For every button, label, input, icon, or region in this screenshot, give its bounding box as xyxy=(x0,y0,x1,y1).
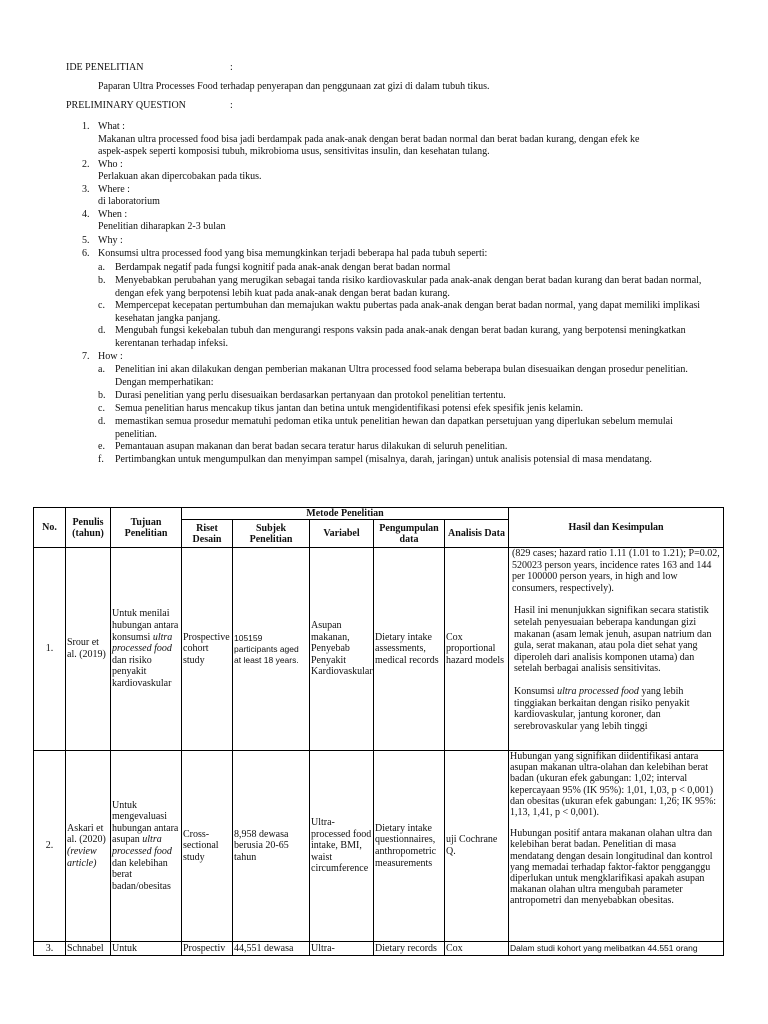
hasil-text: yang lebih tinggiakan berkaitan dengan risiko penyakit kardiovaskular, jantung koroner, dan serebrovaskular yang lebih tinggi xyxy=(514,685,690,732)
preliminary-colon: : xyxy=(230,100,233,111)
cell-tujuan-text: dan kelebihan berat badan/obesitas xyxy=(112,857,171,892)
cell-analisis: Cox xyxy=(445,942,509,956)
why-text: Menyebabkan perubahan yang merugikan sebagai tanda risiko kardiovaskular pada anak-anak dengan berat badan kurang dan berat badan normal, dengan efek yang berpotensi lebih kuat pada anak-anak dengan berat badan kurang. xyxy=(115,275,702,299)
cell-pengumpulan: Dietary records xyxy=(374,942,445,956)
header-hasil: Hasil dan Kesimpulan xyxy=(509,508,724,548)
ide-text: Paparan Ultra Processes Food terhadap penyerapan dan penggunaan zat gizi di dalam tubuh tikus. xyxy=(98,81,490,92)
cell-penulis-text: Askari et al. (2020) xyxy=(67,822,106,846)
how-text: memastikan semua prosedur mematuhi pedoman etika untuk penelitian hewan dan dapatkan persetujuan yang diperlukan sebelum memulai penelitian. xyxy=(115,416,673,440)
cell-tujuan: Untuk xyxy=(111,942,182,956)
cell-analisis: uji Cochrane Q. xyxy=(445,751,509,942)
preliminary-label: PRELIMINARY QUESTION xyxy=(66,100,186,111)
question-number: 5. xyxy=(82,235,90,246)
how-text: Semua penelitian harus mencakup tikus jantan dan betina untuk mengidentifikasi potensi efek spesifik jenis kelamin. xyxy=(115,403,583,414)
cell-hasil xyxy=(509,751,724,942)
cell-no: 3. xyxy=(34,942,66,956)
question-label: Konsumsi ultra processed food yang bisa memungkinkan terjadi beberapa hal pada tubuh seperti: xyxy=(98,248,488,259)
cell-analisis: Cox proportional hazard models xyxy=(445,548,509,751)
header-tujuan: Tujuan Penelitian xyxy=(111,508,182,548)
cell-tujuan xyxy=(111,548,182,751)
cell-tujuan-text: Untuk menilai hubungan antara konsumsi xyxy=(112,608,179,643)
hasil-paragraph: Hubungan positif antara makanan olahan ultra dan kelebihan berat badan. Penelitian di masa mendatang dengan desain longitudinal dan kontrol yang memadai terhadap faktor-faktor pengganggu diperlukan untuk mengklarifikasi apakah asupan makanan olahan ultra mengubah parameter antropometri dan menyebabkan obesitas. xyxy=(510,828,713,907)
how-text: Pemantauan asupan makanan dan berat badan secara teratur harus dilakukan di seluruh penelitian. xyxy=(115,441,508,452)
ide-colon: : xyxy=(230,62,233,73)
cell-pengumpulan: Dietary intake questionnaires, anthropometric measurements xyxy=(374,751,445,942)
question-label: When : xyxy=(98,209,128,220)
cell-hasil: Dalam studi kohort yang melibatkan 44.551 orang xyxy=(509,942,724,956)
header-variabel: Variabel xyxy=(310,520,374,548)
cell-tujuan-italic: ultra processed food xyxy=(112,834,172,857)
question-number: 6. xyxy=(82,248,90,259)
header-pengumpulan: Pengumpulan data xyxy=(374,520,445,548)
header-no: No. xyxy=(34,508,66,548)
cell-tujuan xyxy=(111,751,182,942)
cell-riset: Cross-sectional study xyxy=(182,751,233,942)
cell-subjek: 105159 participants aged at least 18 years. xyxy=(233,548,310,751)
cell-subjek: 8,958 dewasa berusia 20-65 tahun xyxy=(233,751,310,942)
question-label: Who : xyxy=(98,159,123,170)
header-analisis: Analisis Data xyxy=(445,520,509,548)
literature-table xyxy=(33,507,724,956)
question-label: What : xyxy=(98,121,125,132)
how-letter: e. xyxy=(98,441,105,452)
question-number: 1. xyxy=(82,121,90,132)
cell-variabel: Ultra- xyxy=(310,942,374,956)
hasil-italic: ultra processed food xyxy=(557,685,639,697)
question-number: 4. xyxy=(82,209,90,220)
ide-label: IDE PENELITIAN xyxy=(66,62,144,73)
question-line: Penelitian diharapkan 2-3 bulan xyxy=(98,221,226,232)
cell-tujuan-text: Untuk mengevaluasi hubungan antara asupan xyxy=(112,799,179,846)
question-number: 2. xyxy=(82,159,90,170)
hasil-paragraph xyxy=(510,686,722,732)
how-text: Penelitian ini akan dilakukan dengan pemberian makanan Ultra processed food selama beberapa bulan disesuaikan dengan prosedur penelitian. Dengan memperhatikan: xyxy=(115,364,688,388)
why-letter: c. xyxy=(98,300,105,311)
cell-riset: Prospectiv xyxy=(182,942,233,956)
question-line: aspek-aspek seperti komposisi tubuh, mikrobioma usus, sensitivitas insulin, dan kesehatan tulang. xyxy=(98,146,490,157)
cell-tujuan-italic: ultra processed food xyxy=(112,631,173,655)
why-text: Mengubah fungsi kekebalan tubuh dan mengurangi respons vaksin pada anak-anak dengan berat badan kurang, yang berpotensi meningkatkan kerentanan terhadap infeksi. xyxy=(115,325,686,349)
question-number: 3. xyxy=(82,184,90,195)
cell-penulis: Schnabel xyxy=(66,942,111,956)
why-text: Berdampak negatif pada fungsi kognitif pada anak-anak dengan berat badan normal xyxy=(115,262,451,273)
question-label: Where : xyxy=(98,184,130,195)
how-letter: c. xyxy=(98,403,105,414)
how-letter: a. xyxy=(98,364,105,375)
cell-no: 2. xyxy=(34,751,66,942)
cell-penulis: Srour et al. (2019) xyxy=(66,548,111,751)
how-letter: f. xyxy=(98,454,104,465)
cell-penulis-italic: (review article) xyxy=(67,846,97,869)
table-row xyxy=(34,548,724,751)
hasil-text: Konsumsi xyxy=(514,685,558,697)
cell-subjek: 44,551 dewasa xyxy=(233,942,310,956)
question-line: Makanan ultra processed food bisa jadi berdampak pada anak-anak dengan berat badan normal dan berat badan kurang, dengan efek ke xyxy=(98,134,640,145)
table-row xyxy=(34,751,724,942)
why-text: Mempercepat kecepatan pertumbuhan dan memajukan waktu pubertas pada anak-anak dengan berat badan normal, yang dapat memiliki implikasi kesehatan jangka panjang. xyxy=(115,300,701,324)
question-number: 7. xyxy=(82,351,90,362)
why-letter: d. xyxy=(98,325,106,336)
question-line: di laboratorium xyxy=(98,196,160,207)
table-row xyxy=(34,942,724,956)
why-letter: a. xyxy=(98,262,105,273)
why-letter: b. xyxy=(98,275,106,286)
header-riset: Riset Desain xyxy=(182,520,233,548)
hasil-paragraph: Hasil ini menunjukkan signifikan secara statistik setelah penyesuaian beberapa kandungan gizi makanan (asam lemak jenuh, asupan natrium dan gula, serat makanan, atau pola diet sehat yang diperoleh dari analisis komponen utama) dan setelah berbagai analisis sensitivitas. xyxy=(514,605,712,675)
how-text: Pertimbangkan untuk mengumpulkan dan menyimpan sampel (misalnya, darah, jaringan) untuk analisis potensial di masa mendatang. xyxy=(115,454,652,465)
how-letter: d. xyxy=(98,416,106,427)
cell-hasil xyxy=(509,548,724,751)
cell-pengumpulan: Dietary intake assessments, medical records xyxy=(374,548,445,751)
header-penulis: Penulis (tahun) xyxy=(66,508,111,548)
cell-penulis xyxy=(66,751,111,942)
cell-no: 1. xyxy=(34,548,66,751)
hasil-paragraph: (829 cases; hazard ratio 1.11 (1.01 to 1.21); P=0.02, 520023 person years, incidence rates 163 and 144 per 100000 person years, in high and low consumers, respectively). xyxy=(512,548,720,594)
hasil-paragraph: Hubungan yang signifikan diidentifikasi antara asupan makanan ultra-olahan dan kelebihan berat badan (ukuran efek gabungan: 1,02; interval kepercayaan 95% (IK 95%): 1,01, 1,03, p < 0,001) dan obesitas (ukuran efek gabungan: 1,26; IK 95%: 1,13, 1,41, p < 0,001). xyxy=(510,751,717,819)
question-line: Perlakuan akan dipercobakan pada tikus. xyxy=(98,171,262,182)
how-letter: b. xyxy=(98,390,106,401)
question-label: How : xyxy=(98,351,123,362)
header-metode: Metode Penelitian xyxy=(182,508,509,520)
table-header-row xyxy=(34,508,724,520)
cell-variabel: Ultra-processed food intake, BMI, waist circumference xyxy=(310,751,374,942)
cell-tujuan-text: dan risiko penyakit kardiovaskular xyxy=(112,654,172,689)
cell-riset: Prospective cohort study xyxy=(182,548,233,751)
question-label: Why : xyxy=(98,235,123,246)
cell-variabel: Asupan makanan, Penyebab Penyakit Kardiovaskular xyxy=(310,548,374,751)
how-text: Durasi penelitian yang perlu disesuaikan berdasarkan pertanyaan dan protokol penelitian tertentu. xyxy=(115,390,506,401)
header-subjek: Subjek Penelitian xyxy=(233,520,310,548)
